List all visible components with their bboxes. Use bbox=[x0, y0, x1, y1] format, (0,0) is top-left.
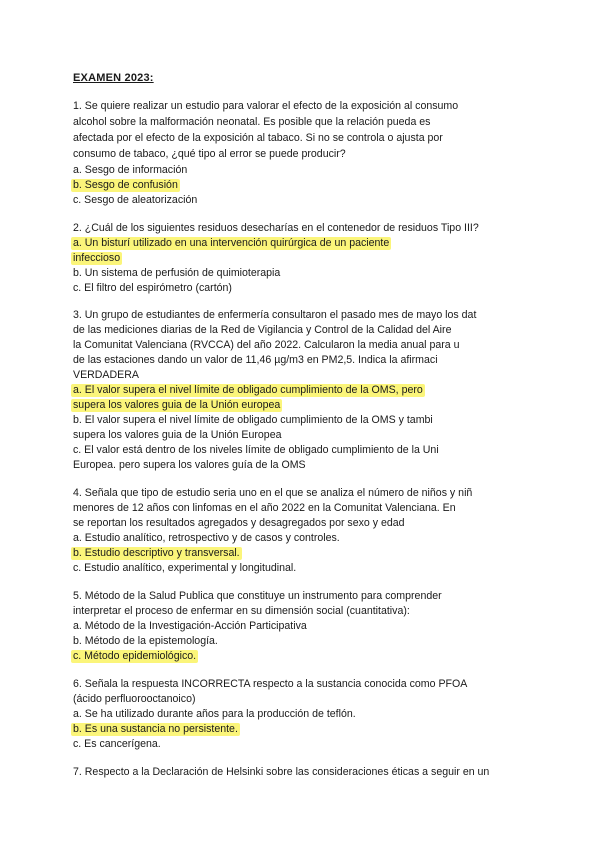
text-line bbox=[73, 115, 430, 129]
text-line bbox=[73, 308, 476, 322]
text-line bbox=[73, 281, 232, 295]
highlighted-answer-line bbox=[73, 178, 180, 192]
line-text: de las estaciones dando un valor de 11,46 µg/m3 en PM2,5. Indica la afirmaci bbox=[73, 354, 438, 366]
line-text: 2. ¿Cuál de los siguientes residuos desecharías en el contenedor de residuos Tipo III? bbox=[73, 222, 479, 234]
line-text: supera los valores guia de la Unión europea bbox=[73, 399, 281, 411]
line-text: se reportan los resultados agregados y desagregados por sexo y edad bbox=[73, 517, 405, 529]
text-line bbox=[73, 516, 405, 530]
line-text: b. Estudio descriptivo y transversal. bbox=[73, 547, 240, 559]
line-text: la Comunitat Valenciana (RVCCA) del año 2022. Calcularon la media anual para u bbox=[73, 339, 460, 351]
line-text: VERDADERA bbox=[73, 369, 139, 381]
line-text: b. El valor supera el nivel límite de obligado cumplimiento de la OMS y tambi bbox=[73, 414, 433, 426]
line-text: a. Se ha utilizado durante años para la producción de teflón. bbox=[73, 708, 356, 720]
text-line bbox=[73, 692, 196, 706]
line-text: c. Es cancerígena. bbox=[73, 738, 161, 750]
line-text: 3. Un grupo de estudiantes de enfermería consultaron el pasado mes de mayo los dat bbox=[73, 309, 477, 321]
highlighted-answer-line bbox=[73, 546, 242, 560]
line-text: b. Método de la epistemología. bbox=[73, 635, 218, 647]
line-text: infeccioso bbox=[73, 252, 121, 264]
highlighted-answer-line bbox=[73, 383, 425, 397]
text-line bbox=[73, 443, 439, 457]
line-text: c. Sesgo de aleatorización bbox=[73, 194, 198, 206]
line-text: b. Es una sustancia no persistente. bbox=[73, 723, 238, 735]
line-text: menores de 12 años con linfomas en el año 2022 en la Comunitat Valenciana. En bbox=[73, 502, 456, 514]
text-line bbox=[73, 737, 161, 751]
line-text: c. El valor está dentro de los niveles límite de obligado cumplimiento de la Uni bbox=[73, 444, 439, 456]
text-line bbox=[73, 99, 458, 113]
text-line bbox=[73, 561, 296, 575]
line-text: b. Sesgo de confusión bbox=[73, 179, 178, 191]
text-line bbox=[73, 677, 467, 691]
line-text: a. Método de la Investigación-Acción Participativa bbox=[73, 620, 307, 632]
line-text: alcohol sobre la malformación neonatal. Es posible que la relación pueda es bbox=[73, 116, 431, 128]
line-text: c. Método epidemiológico. bbox=[73, 650, 197, 662]
text-line bbox=[73, 193, 197, 207]
line-text: 5. Método de la Salud Publica que constituye un instrumento para comprender bbox=[73, 590, 442, 602]
text-line bbox=[73, 221, 479, 235]
text-line bbox=[73, 634, 218, 648]
text-line bbox=[73, 619, 307, 633]
highlighted-answer-line bbox=[73, 722, 240, 736]
text-line bbox=[73, 458, 306, 472]
text-line bbox=[73, 486, 472, 500]
line-text: supera los valores guia de la Unión Europea bbox=[73, 429, 282, 441]
line-text: 1. Se quiere realizar un estudio para valorar el efecto de la exposición al consumo bbox=[73, 100, 459, 112]
line-text: 6. Señala la respuesta INCORRECTA respecto a la sustancia conocida como PFOA bbox=[73, 678, 468, 690]
text-line bbox=[73, 413, 433, 427]
text-line bbox=[73, 368, 139, 382]
text-line bbox=[73, 353, 438, 367]
line-text: afectada por el efecto de la exposición al tabaco. Si no se controla o ajusta por bbox=[73, 132, 443, 144]
line-text: de las mediciones diarias de la Red de Vigilancia y Control de la Calidad del Aire bbox=[73, 324, 452, 336]
line-text: Europea. pero supera los valores guía de la OMS bbox=[73, 459, 306, 471]
line-text: 7. Respecto a la Declaración de Helsinki sobre las consideraciones éticas a seguir en un bbox=[73, 766, 490, 778]
exam-title: EXAMEN 2023: bbox=[73, 72, 154, 84]
text-line bbox=[73, 338, 460, 352]
text-line bbox=[73, 147, 346, 161]
line-text: a. Un bisturí utilizado en una intervención quirúrgica de un paciente bbox=[73, 237, 390, 249]
line-text: c. Estudio analítico, experimental y longitudinal. bbox=[73, 562, 297, 574]
highlighted-answer-line bbox=[73, 649, 198, 663]
text-line bbox=[73, 765, 489, 779]
text-line bbox=[73, 163, 187, 177]
highlighted-answer-line bbox=[73, 251, 122, 265]
text-line bbox=[73, 604, 410, 618]
line-text: c. El filtro del espirómetro (cartón) bbox=[73, 282, 232, 294]
line-text: b. Un sistema de perfusión de quimioterapia bbox=[73, 267, 281, 279]
highlighted-answer-line bbox=[73, 398, 282, 412]
line-text: interpretar el proceso de enfermar en su dimensión social (cuantitativa): bbox=[73, 605, 410, 617]
line-text: (ácido perfluorooctanoico) bbox=[73, 693, 196, 705]
text-line bbox=[73, 131, 443, 145]
line-text: a. El valor supera el nivel límite de obligado cumplimiento de la OMS, pero bbox=[73, 384, 423, 396]
line-text: a. Estudio analítico, retrospectivo y de casos y controles. bbox=[73, 532, 340, 544]
text-line bbox=[73, 531, 340, 545]
highlighted-answer-line bbox=[73, 236, 391, 250]
line-text: consumo de tabaco, ¿qué tipo al error se puede producir? bbox=[73, 148, 346, 160]
text-line bbox=[73, 589, 442, 603]
text-line bbox=[73, 428, 281, 442]
text-line bbox=[73, 266, 280, 280]
line-text: a. Sesgo de información bbox=[73, 164, 188, 176]
text-line bbox=[73, 707, 356, 721]
line-text: 4. Señala que tipo de estudio seria uno en el que se analiza el número de niños y niñ bbox=[73, 487, 473, 499]
text-line bbox=[73, 501, 456, 515]
text-line bbox=[73, 323, 451, 337]
